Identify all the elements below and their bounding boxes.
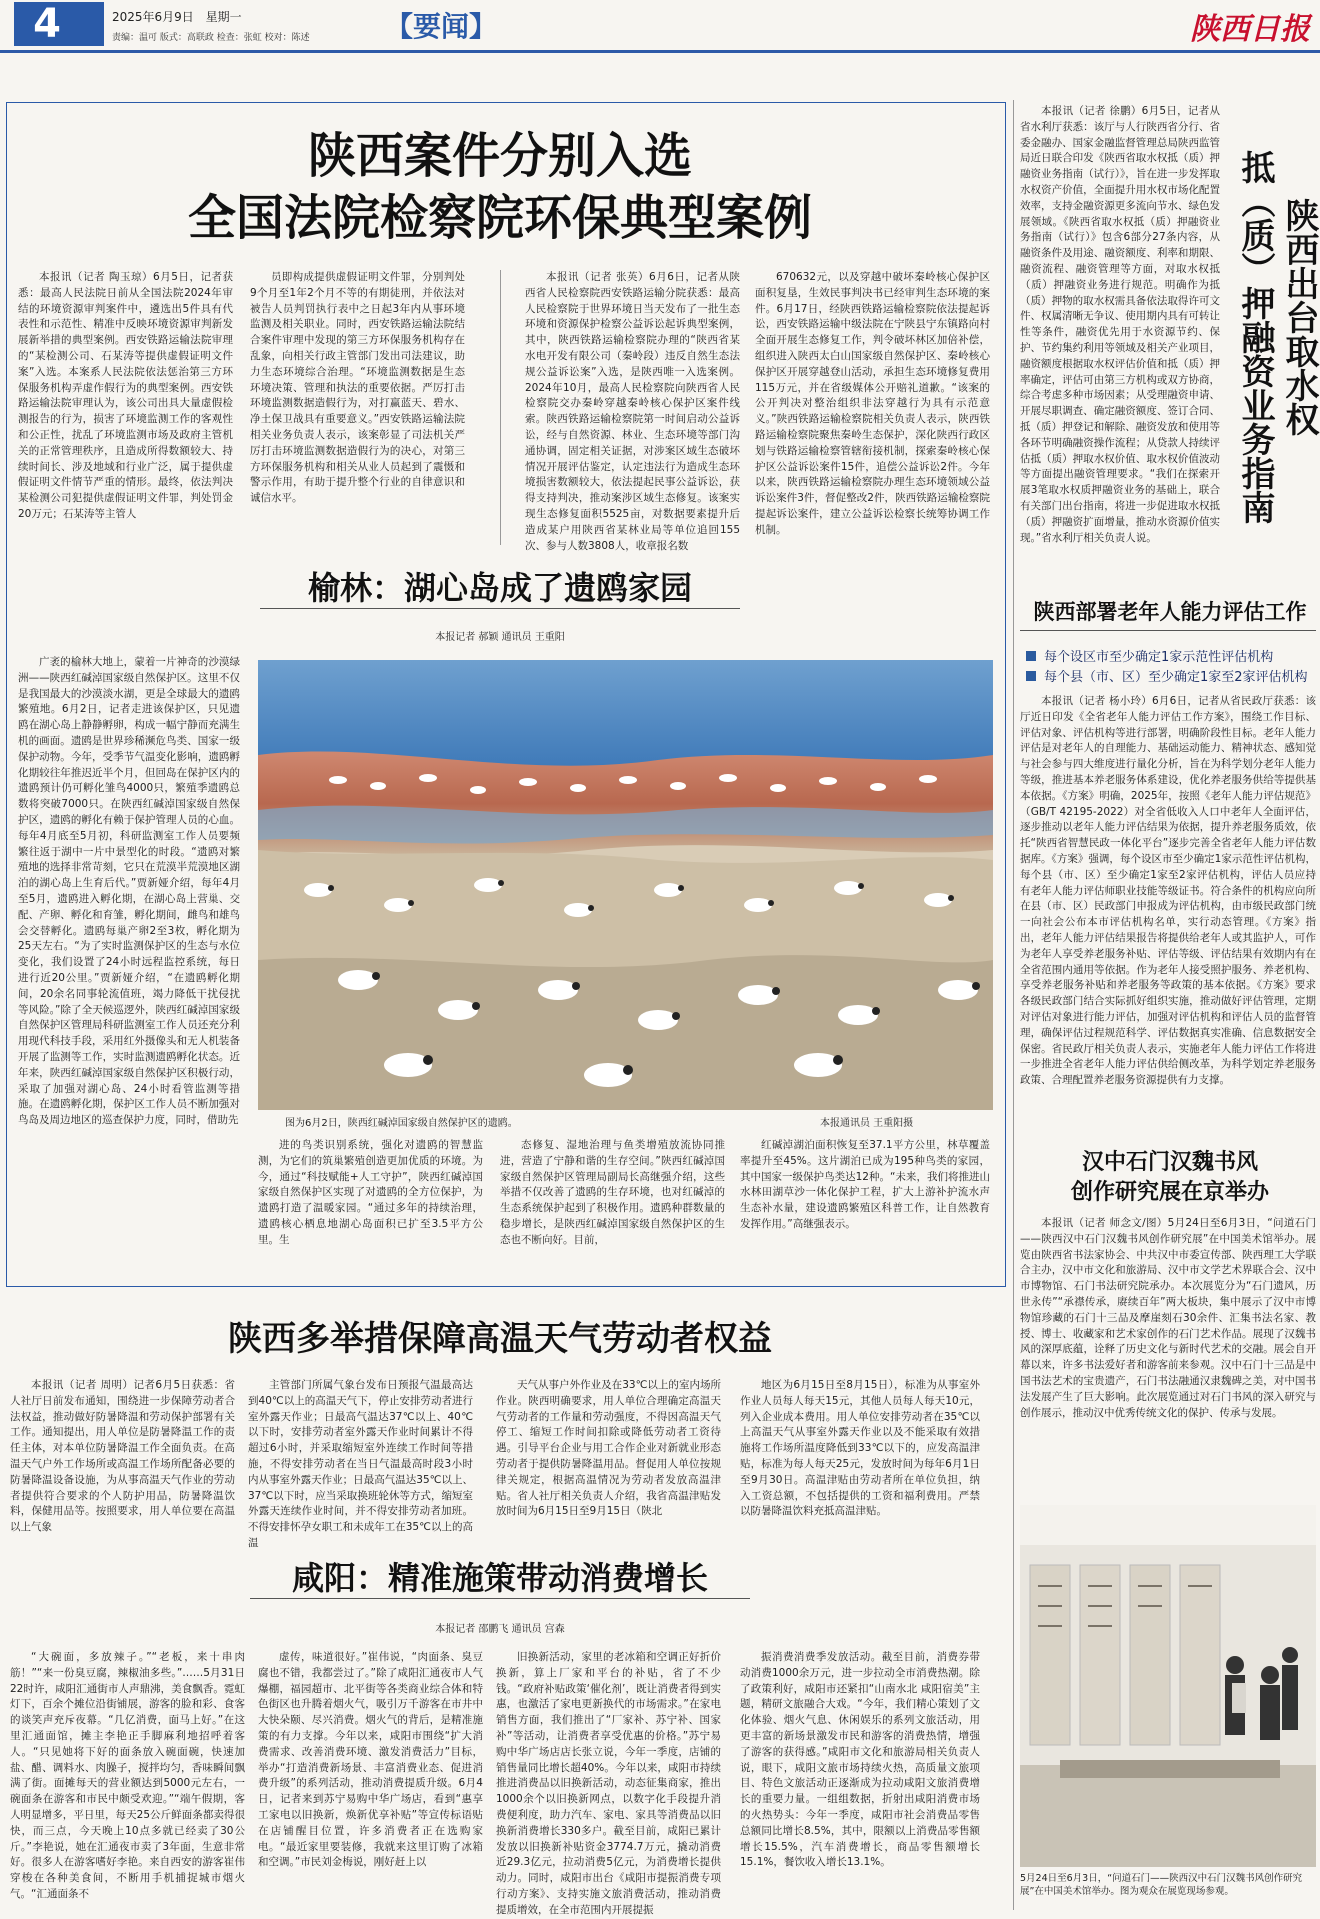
article3-col2	[248, 1378, 473, 1553]
exhibition-caption: 5月24日至6月3日，“问道石门——陕西汉中石门汉魏书风创作研究展”在中国美术馆举办。图为观众在展览现场参观。	[1020, 1873, 1303, 1897]
article4-title-underline	[250, 1598, 750, 1599]
gull-photo	[258, 660, 993, 1110]
bullet-square-icon	[1026, 651, 1036, 661]
exhibition-photo-image	[1020, 1505, 1316, 1867]
right-article3-title-line1: 汉中石门汉魏书风	[1081, 1149, 1258, 1175]
article2-col-left	[18, 655, 240, 1275]
article2-bottom-col2	[500, 1138, 725, 1278]
photo-caption: 图为6月2日，陕西红碱淖国家级自然保护区的遗鸥。	[285, 1118, 518, 1129]
right-article2-text	[1020, 694, 1316, 1126]
article3-col3-text: 天气从事户外作业及在33℃以上的室内场所作业。陕西明确要求，用人单位合理确定高温天气劳动者的工作量和劳动强度，不得因高温天气停工、缩短工作时间扣除或降低劳动者工资待遇。引导平台企业与用工合作企业对新就业形态劳动者于提供防暑降温用品。督促用人单位按规律关规定，根据高温情况为劳动者发放高温津贴。省人社厅相关负责人介绍，我省高温津贴发放时间为6月15日至9月15日（陕北	[496, 1379, 721, 1518]
header-rule	[0, 50, 1320, 53]
right-article2-bullet1	[1026, 646, 1273, 665]
article3-col4-text: 地区为6月15日至8月15日），标准为从事室外作业人员每人每天15元，其他人员每人每天10元，列入企业成本费用。用人单位安排劳动者在35℃以上高温天气从事室外露天作业以及不能采取有效措施将工作场所温度降低到33℃以下的，应发高温津贴，标准为每人每天25元，发放时间为每年6月1日至9月30日。高温津贴由劳动者所在单位负担，纳入工资总额，不包括提供的工资和福利费用。严禁以防暑降温饮料充抵高温津贴。	[740, 1379, 980, 1518]
issue-date	[112, 8, 242, 25]
article4-col2	[258, 1650, 483, 1912]
article4-col1-text: “大碗面，多放辣子。”“老板，来十串肉筋！”“来一份臭豆腐，辣椒油多些。”……5月31日22时许，咸阳汇通街市人声鼎沸，美食飘香。霓虹灯下，百余个摊位沿街铺展，游客的脸和彩、食客的谈笑声充斥夜幕。“几亿消费，面马上好。”在这里汇通面馆，摊主李艳正手脚麻利地招呼着客人。“只见她将下好的面条放入碗面碗，快速加盐、醋、调料水、肉臊子，搅拌均匀，香味瞬间飘满了街。面摊每天的营业额达到5000元左右，一碗面条在游客和市民中颇受欢迎。”“端午假期，客人明显增多，平日里，每天25公斤鲜面条都卖得很快，而三点，今天晚上10点多就已经卖了30公斤。”李艳说，她在汇通夜市卖了3年面，生意非常好。很多人在游客嗜好李艳。来自西安的游客崔伟穿梭在各种美食间，不断用手机捕捉城市烟火气。“汇通面条不	[10, 1651, 245, 1900]
article4-col4-text: 振消费消费季发放活动。截至目前，消费券带动消费1000余万元，进一步拉动全市消费热潮。除了政策利好，咸阳市还紧扣“山南水北 咸阳宿美”主题，精研文旅融合大戏。“今年，我们精心策划了文化体验、烟火气息、休闲娱乐的系列文旅活动，用更丰富的新场景激发市民和游客的消费热情，增强了游客的获得感。”咸阳市文化和旅游局相关负责人说，眼下，咸阳文旅市场持续火热，高质量文旅项目、特色文旅活动正逐渐成为拉动咸阳文旅消费增长的重要力量。一组组数据，折射出咸阳消费市场的火热势头：今年一季度，咸阳市社会消费品零售总额同比增长8.5%，其中，限额以上消费品零售额增长15.5%，汽车消费增长，商品零售额增长15.1%，餐饮收入增长13.1%。	[740, 1651, 980, 1869]
right-article2-title-rule	[1020, 630, 1316, 631]
page-number: 4	[33, 1, 61, 47]
article2-bottom-col1	[258, 1138, 483, 1278]
right-article3-text	[1020, 1216, 1316, 1500]
photo-credit: 本报通讯员 王重阳摄	[820, 1118, 914, 1129]
article1-divider	[500, 270, 501, 545]
article1-col3	[525, 270, 740, 552]
masthead-logo: 陕西日报	[1190, 12, 1310, 47]
section-name: 【要闻】	[385, 10, 498, 43]
gull-photo-image	[258, 660, 993, 1110]
article3-col2-text: 主管部门所属气象台发布日预报气温最高达到40℃以上的高温天气下，停止安排劳动者进行室外露天作业；日最高气温达37℃以上、40℃以下时，安排劳动者室外露天作业时间累计不得超过6小时，并采取缩短室外连续工作时间等措施，不得安排劳动者在当日气温最高时段3小时内从事室外露天作业；日最高气温达35℃以上、37℃以下时，应当采取换班轮休等方式，缩短室外露天连续作业时间，并不得安排劳动者加班。不得安排怀孕女职工和未成年工在35℃以上的高温	[248, 1379, 473, 1549]
article3-title: 陕西多举措保障高温天气劳动者权益	[228, 1319, 772, 1359]
article1-col2-text: 员即构成提供虚假证明文件罪，分别判处9个月至1年2个月不等的有期徒刑，并依法对被告人员判罚执行表中之日起3年内从事环境监测及相关职业。同时，西安铁路运输法院结合案件审理中发现的第三方环保服务机构存在乱象，向相关行政主管部门发出司法建议，助力生态环境综合治理。“环境监测数据是生态环境决策、管理和执法的重要依据。严厉打击环境监测数据造假行为，对打赢蓝天、碧水、净土保卫战具有重要意义。”西安铁路运输法院相关业务负责人表示，该案彰显了司法机关严厉打击环境监测数据造假行为的决心，对第三方环保服务机构和相关从业人员起到了震慑和警示作用，有助于提升整个行业的自律意识和诚信水平。	[250, 271, 465, 505]
article1-col2	[250, 270, 465, 545]
article1-col1-text: 本报讯（记者 陶玉琼）6月5日，记者获悉：最高人民法院日前从全国法院2024年审结的环境资源审判案件中，遴选出5件具有代表性和示范性、精准中反映环境资源审判新发展新举措的典型案例。西安铁路运输法院审理的“某检测公司、石某涛等提供虚假证明文件案”入选。本案系人民法院依法惩治第三方环保服务机构弄虚作假行为的典型案例。西安铁路运输法院审理认为，该公司出具大量虚假检测报告的行为，损害了环境监测工作的客观性和公正性，扰乱了环境监测市场及政府主管机关的正常管理秩序，且造成所得数额较大、持续时间长、涉及地域和行业广泛，属于提供虚假证明文件情节严重的情形。最终，依法判决某检测公司犯提供虚假证明文件罪，判处罚金20万元；石某涛等主管人	[18, 271, 233, 520]
article1-col4	[755, 270, 990, 545]
bullet2-text: 每个县（市、区）至少确定1家至2家评估机构	[1044, 670, 1308, 685]
bullet1-text: 每个设区市至少确定1家示范性评估机构	[1044, 650, 1274, 665]
article2-bottom-col2-text: 态修复、湿地治理与鱼类增殖放流协同推进，营造了宁静和谐的生存空间。”陕西红碱淖国家级自然保护区管理局副局长高继强介绍，这些举措不仅改善了遗鸥的生存环境，也对红碱淖的生态系统保护起到了积极作用。遗鸥种群数量的稳步增长，是陕西红碱淖国家级自然保护区的生态也不断向好。目前，	[500, 1139, 725, 1246]
article1-col4-text: 670632元，以及穿越中破坏秦岭核心保护区面积复垦，生效民事判决书已经审判生态环境的案件。6月17日，经陕西铁路运输检察院依法提起诉讼，西安铁路运输中级法院在宁陕县宁东镇路向村全面开展生态修复工作，判令破坏林区加倍补偿，组织进入陕西太白山国家级自然保护区、秦岭核心保护区开展穿越登山活动，承担生态环境修复费用115万元，并在省级媒体公开赔礼道歉。“该案的公开判决对整治组织非法穿越行为具有示范意义。”陕西铁路运输检察院相关负责人表示，陕西铁路运输检察院聚焦秦岭生态保护，深化陕西行政区划与铁路运输检察管辖衔接机制，探索秦岭核心保护区公益诉讼案件15件，追偿公益诉讼2件。今年以来，陕西铁路运输检察院办理生态环境领域公益诉讼案件3件，督促整改2件，陕西铁路运输检察院提起诉讼案件，建立公益诉讼检察长统筹协调工作机制。	[755, 271, 990, 536]
right-article1-title-line1: 陕西出台取水权	[1279, 198, 1319, 436]
article1-title-line1: 陕西案件分别入选	[307, 128, 692, 184]
weekday-text: 星期一	[205, 10, 242, 24]
article2-bottom-col1-text: 进的鸟类识别系统，强化对遗鸥的智慧监测，为它们的筑巢繁殖创造更加优质的环境。为今，通过“科技赋能+人工守护”，陕西红碱淖国家级自然保护区实现了对遗鸥的全方位保护，为遗鸥打造了温暖家园。“通过多年的持续治理，遗鸥核心栖息地湖心岛面积已扩至3.5平方公里。生	[258, 1139, 483, 1246]
staff-line: 责编：温可 版式：高联政 检查：张虹 校对：陈述	[112, 33, 310, 43]
right-article1-title-line2: 抵（质）押融资业务指南	[1235, 150, 1275, 524]
article1-col1	[18, 270, 233, 545]
date-text: 2025年6月9日	[112, 10, 194, 24]
article2-bottom-col3-text: 红碱淖湖泊面积恢复至37.1平方公里，林草覆盖率提升至45%。这片湖泊已成为195种鸟类的家园，其中国家一级保护鸟类达12种。“未来，我们将推进山水林田湖草沙一体化保护工程，扩大上游补护流水声生态补水量，建设遗鸥繁殖区科普工作，让自然教育发挥作用。”高继强表示。	[740, 1139, 990, 1230]
article4-col2-text: 虚传，味道很好。”崔伟说，“肉面条、臭豆腐也不错，我都尝过了。”除了咸阳汇通夜市人气爆棚，福园超市、北平街等各类商业综合体和特色街区也升腾着烟火气，吸引万千游客在市井中大快朵颐、尽兴消费。烟火气的背后，是精准施策的有力支撑。今年以来，咸阳市围绕“扩大消费需求、改善消费环境、激发消费活力”目标，举办“打造消费新场景、丰富消费业态、促进消费升级”的系列活动，推动消费提质升级。6月4日，记者来到苏宁易购中华广场店，看到“惠享工家电以旧换新，焕新优享补贴”等宣传标语贴在店铺醒目位置，许多消费者正在选购家电。“最近家里要装修，我就来这里订购了冰箱和空调。”市民刘金梅说，刚好赶上以	[258, 1651, 483, 1869]
article4-col3-text: 旧换新活动，家里的老冰箱和空调正好折价换新，算上厂家和平台的补贴，省了不少钱。“政府补贴政策‘催化剂’，既让消费者得到实惠，也激活了家电更新换代的市场需求。”在家电销售方面，我们推出了“厂家补、苏宁补、国家补”等活动，让消费者享受优惠的价格。”苏宁易购中华广场店店长张立说，今年一季度，店铺的销售量同比增长超40%。今年以来，咸阳市持续推进消费品以旧换新活动，动态征集商家，推出1000余个以旧换新网点，以数字化手段提升消费便利度，助力汽车、家电、家具等消费品以旧换新消费增长330多户。截至目前，咸阳已累计发放以旧换新补贴资金3774.7万元，撬动消费近29.3亿元，拉动消费5亿元，为消费增长提供动力。同时，咸阳市出台《咸阳市提振消费专项行动方案》、支持实施文旅消费活动，推动消费提质增效，在全市范围内开展提振	[496, 1651, 721, 1916]
article4-col3	[496, 1650, 721, 1916]
bullet-square-icon	[1026, 671, 1036, 681]
right-article2-text-body: 本报讯（记者 杨小玲）6月6日，记者从省民政厅获悉：该厅近日印发《全省老年人能力评估工作方案》，围绕工作目标、评估对象、评估机构等进行部署，明确阶段性目标。老年人能力评估是对老年人的自理能力、基础运动能力、精神状态、感知觉与社会参与四大维度进行量化分析，旨在为科学划分老年人能力等级，推进基本养老服务体系建设，优化养老服务供给等提供基本依据。《方案》明确，2025年，按照《老年人能力评估规范》（GB/T 42195-2022）对全省低收入人口中老年人全面评估，逐步推动以老年人能力评估结果为依据，提升养老服务质效，依托“陕西省智慧民政一体化平台”逐步完善全省老年人能力评估数据库。《方案》强调，每个设区市至少确定1家示范性评估机构，每个县（市、区）至少确定1家至2家评估机构，评估人员应持有老年人能力评估师职业技能等级证书。符合条件的机构应向所在县（市、区）民政部门申报成为评估机构，由市级民政部门统一向社会公布本市评估机构名单，实行动态管理。《方案》指出，老年人能力评估结果报告将提供给老年人或其监护人，可作为老年人享受养老服务补贴、评估等级、评估结果有效期内有在全省范围内通用等依据。作为老年人接受照护服务、养老机构、享受养老服务补贴和养老服务等政策的基本依据。《方案》要求各级民政部门结合实际抓好组织实施，推动做好评估管理，定期对评估对象进行能力评估，加强对评估机构和评估人员的监督管理，确保评估过程规范科学、评估数据真实准确、信息数据安全保密。省民政厅相关负责人表示，实施老年人能力评估工作将进一步推进全省老年人能力评估供给侧改革，为科学划定养老服务政策、合理配置养老服务资源提供有力支撑。	[1020, 695, 1316, 1087]
right-article3-text-body: 本报讯（记者 师念文/图）5月24日至6月3日，“问道石门——陕西汉中石门汉魏书风创作研究展”在中国美术馆举办。展览由陕西省书法家协会、中共汉中市委宣传部、陕西理工大学联合主办，汉中市文化和旅游局、汉中市文学艺术界联合会、汉中市博物馆、石门书法研究院承办。本次展览分为“石门遗风，历世永传”“承襟传承，赓续百年”两大板块，集中展示了汉中市博物馆珍藏的石门十三品及摩崖刻石30余件、汇集书法名家、教授、博士、收藏家和艺术家创作的石门艺术作品。展现了汉魏书风的深厚底蕴，诠释了历史文化与新时代艺术的交融。展会自开幕以来，许多书法爱好者和游客前来参观。汉中石门十三品是中国书法艺术的宝贵遗产，石门书法融通汉隶魏碑之美，对中国书法发展产生了巨大影响。此次展览通过对石门书风的深入研究与创作展示，推动汉中优秀传统文化的保护、传承与发展。	[1020, 1217, 1316, 1419]
article3-col4	[740, 1378, 980, 1553]
article1-col3-text: 本报讯（记者 张英）6月6日，记者从陕西省人民检察院西安铁路运输分院获悉：最高人民检察院于世界环境日当天发布了一批生态环境和资源保护检察公益诉讼起诉典型案例，其中，陕西铁路运输检察院办理的“陕西省某水电开发有限公司（秦岭段）违反自然生态法规公益诉讼案”入选，是陕西唯一入选案例。2024年10月，最高人民检察院向陕西省人民检察院交办秦岭穿越秦岭核心保护区案件线索。陕西铁路运输检察院第一时间启动公益诉讼，经与自然资源、林业、生态环境等部门沟通协调，固定相关证据，对涉案区域生态破坏情况开展评估鉴定，认定违法行为造成生态环境损害数额较大，依法提起民事公益诉讼，获得支持判决，推动案涉区域生态修复。该案实现生态修复面积5525亩，对数据要素提升后造成某户用陕西省某林业局等单位追回155次、参与人数3808人，收章报名数	[525, 271, 740, 552]
article3-col3	[496, 1378, 721, 1553]
article3-col1	[10, 1378, 235, 1553]
article3-col1-text: 本报讯（记者 周明）记者6月5日获悉：省人社厅日前发布通知，围绕进一步保障劳动者合法权益，推动做好防暑降温和劳动保护部署有关工作。通知提出，用人单位是防暑降温工作的责任主体，对本单位防暑降温工作全面负责。在高温天气户外工作场所或高温工作场所配备必要的防暑降温设备设施，为从事高温天气作业的劳动者提供符合要求的个人防护用品，防暑降温饮料，保健用品等。按照要求，用人单位要在高温以上气象	[10, 1379, 235, 1534]
article1-title-line2: 全国法院检察院环保典型案例	[187, 190, 812, 246]
article2-title: 榆林：湖心岛成了遗鸥家园	[307, 569, 692, 607]
right-article1-text	[1020, 104, 1220, 574]
page-header	[0, 0, 1320, 56]
article4-title: 咸阳：精准施策带动消费增长	[291, 1559, 708, 1597]
article4-col1	[10, 1650, 245, 1912]
right-article2-bullet2	[1026, 666, 1308, 685]
exhibition-photo	[1020, 1505, 1316, 1867]
article4-byline: 本报记者 邵鹏飞 通讯员 宫森	[435, 1624, 565, 1635]
right-column-divider	[1013, 100, 1014, 1910]
right-article1-text-body: 本报讯（记者 徐鹏）6月5日，记者从省水利厅获悉：该厅与人行陕西省分行、省委金融办、国家金融监督管理总局陕西监管局近日联合印发《陕西省取水权抵（质）押融资业务指南（试行）》，旨在进一步发挥取水权资产价值，全面提升用水权市场化配置效率，支持金融资源更多流向节水、绿色发展领域。《陕西省取水权抵（质）押融资业务指南（试行）》包含6部分27条内容，从融资条件及用途、融资额度、利率和期限、融资流程、融资管理等方面，对取水权抵（质）押融资业务进行规范。明确作为抵（质）押物的取水权需具备依法取得许可文件、权属清晰无争议、使用期内具有可转让性等条件，融资优先用于水资源节约、保护、节约集约利用等领域及相关产业项目，融资额度根据取水权评估价值和抵（质）押率确定，评估可由第三方机构或双方协商，综合考虑多种市场因素；从受理融资申请、开展尽职调查、确定融资额度、签订合同、抵（质）押登记和解除、融资发放和使用等各环节明确融资操作流程；从贷款人持续评估抵（质）押取水权价值、取水权价值波动等方面提出融资管理要求。“我们在探索开展3笔取水权质押融资业务的基础上，联合有关部门出台指南，将进一步促进取水权抵（质）押融资扩面增量，推动水资源价值实现。”省水利厅相关负责人说。	[1020, 105, 1220, 544]
article2-col-left-text: 广袤的榆林大地上，蒙着一片神奇的沙漠绿洲——陕西红碱淖国家级自然保护区。这里不仅是我国最大的沙漠淡水湖，更是全球最大的遗鸥繁殖地。6月2日，记者走进该保护区，只见遗鸥在湖心岛上静静孵卵，构成一幅宁静而充满生机的画面。遗鸥是世界珍稀濒危鸟类、国家一级保护动物。今年，受季节气温变化影响，遗鸥孵化期较往年推迟近半个月，但回岛在保护区内的遗鸥预计仍可孵化雏鸟4000只，繁殖季遗鸥总数将突破7000只。在陕西红碱淖国家级自然保护区，遗鸥的孵化有赖于保护管理人员的心血。每年4月底至5月初，科研监测室工作人员要频繁往返于湖中一片中景型化的时段。“遗鸥对繁殖地的选择非常苛刻，它只在荒漠半荒漠地区湖泊的湖心岛上生育后代。”贾新娅介绍，每年4月至5月，遗鸥进入孵化期，在湖心岛上营巢、交配、产卵、孵化和育雏，孵化期间，雌鸟和雄鸟会交替孵化。遗鸥每巢产卵2至3枚，孵化期为25天左右。“为了实时监测保护区的生态与水位变化，我们设置了24小时远程监控系统，每日进行近20公里。”贾新娅介绍，“在遗鸥孵化期间，20余名同事轮流值班，竭力降低干扰侵扰等风险。”除了全天候巡逻外，陕西红碱淖国家级自然保护区管理局科研监测室工作人员还充分利用现代科技手段，采用红外摄像头和无人机装备开展了监测等工作，实时监测遗鸥孵化状态。近年来，陕西红碱淖国家级自然保护区积极行动，采取了加强对湖心岛、24小时看管监测等措施。在遗鸥孵化期，保护区工作人员不断加强对鸟岛及周边地区的巡查保护力度，同时，借助先	[18, 656, 240, 1127]
article2-byline: 本报记者 郝颖 通讯员 王重阳	[435, 632, 565, 643]
right-article3-title-line2: 创作研究展在京举办	[1070, 1179, 1269, 1205]
article2-bottom-col3	[740, 1138, 990, 1278]
article2-title-underline	[260, 608, 740, 609]
right-article2-title: 陕西部署老年人能力评估工作	[1033, 599, 1307, 624]
article4-col4	[740, 1650, 980, 1912]
